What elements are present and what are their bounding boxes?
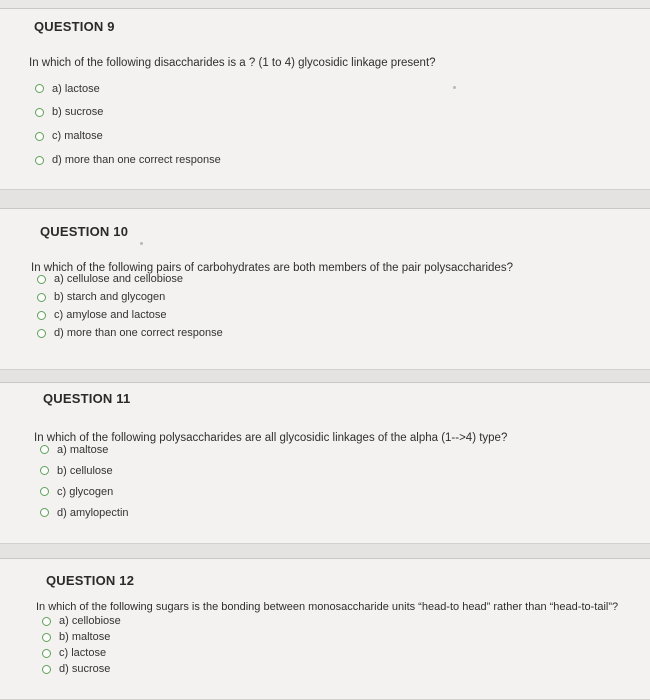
option-label: b) sucrose — [52, 106, 104, 118]
stray-dot-mark — [453, 86, 456, 89]
question-12-option-a[interactable] — [42, 613, 121, 629]
radio-button[interactable] — [37, 311, 46, 320]
radio-button[interactable] — [37, 275, 46, 284]
option-label: a) cellulose and cellobiose — [54, 273, 184, 285]
question-9-option-b[interactable] — [35, 100, 221, 124]
option-label: d) amylopectin — [57, 506, 129, 519]
question-10-panel — [0, 208, 650, 370]
radio-button[interactable] — [42, 649, 51, 658]
question-separator — [0, 370, 650, 382]
question-9-option-d[interactable] — [35, 148, 221, 172]
question-9-panel — [0, 8, 650, 190]
option-label: d) sucrose — [59, 663, 111, 675]
radio-button[interactable] — [35, 108, 44, 117]
question-10-text: In which of the following pairs of carbohydrates are both members of the pair polysaccharides? — [31, 262, 513, 274]
question-12-options — [42, 613, 121, 677]
radio-button[interactable] — [35, 132, 44, 141]
question-11-option-b[interactable] — [40, 460, 129, 481]
question-12-option-c[interactable] — [42, 645, 121, 661]
radio-button[interactable] — [42, 665, 51, 674]
question-9-option-a[interactable] — [35, 77, 221, 100]
question-10-option-b[interactable] — [37, 288, 223, 306]
radio-button[interactable] — [40, 508, 49, 517]
radio-button[interactable] — [37, 329, 46, 338]
question-11-panel — [0, 382, 650, 544]
option-label: d) more than one correct response — [54, 327, 223, 339]
question-11-option-a[interactable] — [40, 439, 129, 460]
radio-button[interactable] — [40, 487, 49, 496]
question-9-text: In which of the following disaccharides is a ? (1 to 4) glycosidic linkage present? — [29, 57, 436, 69]
question-11-options — [40, 439, 129, 523]
option-label: d) more than one correct response — [52, 154, 221, 166]
radio-button[interactable] — [42, 633, 51, 642]
radio-button[interactable] — [42, 617, 51, 626]
option-label: c) maltose — [52, 130, 103, 142]
question-11-text: In which of the following polysaccharides are all glycosidic linkages of the alpha (1-->4) type? — [34, 432, 508, 444]
option-label: b) starch and glycogen — [54, 291, 166, 303]
question-10-options — [37, 270, 223, 342]
question-separator — [0, 544, 650, 558]
question-12-title: QUESTION 12 — [46, 573, 135, 588]
question-10-option-c[interactable] — [37, 306, 223, 324]
question-11-option-d[interactable] — [40, 502, 129, 523]
question-10-option-a[interactable] — [37, 270, 223, 288]
question-10-option-d[interactable] — [37, 324, 223, 342]
question-10-title: QUESTION 10 — [40, 224, 129, 239]
question-11-title: QUESTION 11 — [43, 391, 131, 406]
option-label: a) cellobiose — [59, 615, 121, 627]
option-label: c) glycogen — [57, 485, 114, 498]
question-separator — [0, 190, 650, 208]
option-label: a) lactose — [52, 82, 100, 95]
question-12-option-d[interactable] — [42, 661, 121, 677]
option-label: b) cellulose — [57, 464, 113, 477]
question-12-panel — [0, 558, 650, 700]
option-label: c) amylose and lactose — [54, 309, 167, 321]
radio-button[interactable] — [37, 293, 46, 302]
question-9-options — [35, 77, 221, 172]
radio-button[interactable] — [40, 466, 49, 475]
question-9-option-c[interactable] — [35, 124, 221, 148]
option-label: b) maltose — [59, 631, 111, 643]
radio-button[interactable] — [35, 84, 44, 93]
stray-dot-mark — [140, 242, 143, 245]
radio-button[interactable] — [40, 445, 49, 454]
radio-button[interactable] — [35, 156, 44, 165]
question-12-text: In which of the following sugars is the bonding between monosaccharide units “head-to head” rather than “head-to-tail”? — [36, 601, 619, 613]
option-label: c) lactose — [59, 647, 107, 659]
question-9-title: QUESTION 9 — [34, 19, 115, 34]
option-label: a) maltose — [57, 443, 109, 456]
question-11-option-c[interactable] — [40, 481, 129, 502]
question-12-option-b[interactable] — [42, 629, 121, 645]
